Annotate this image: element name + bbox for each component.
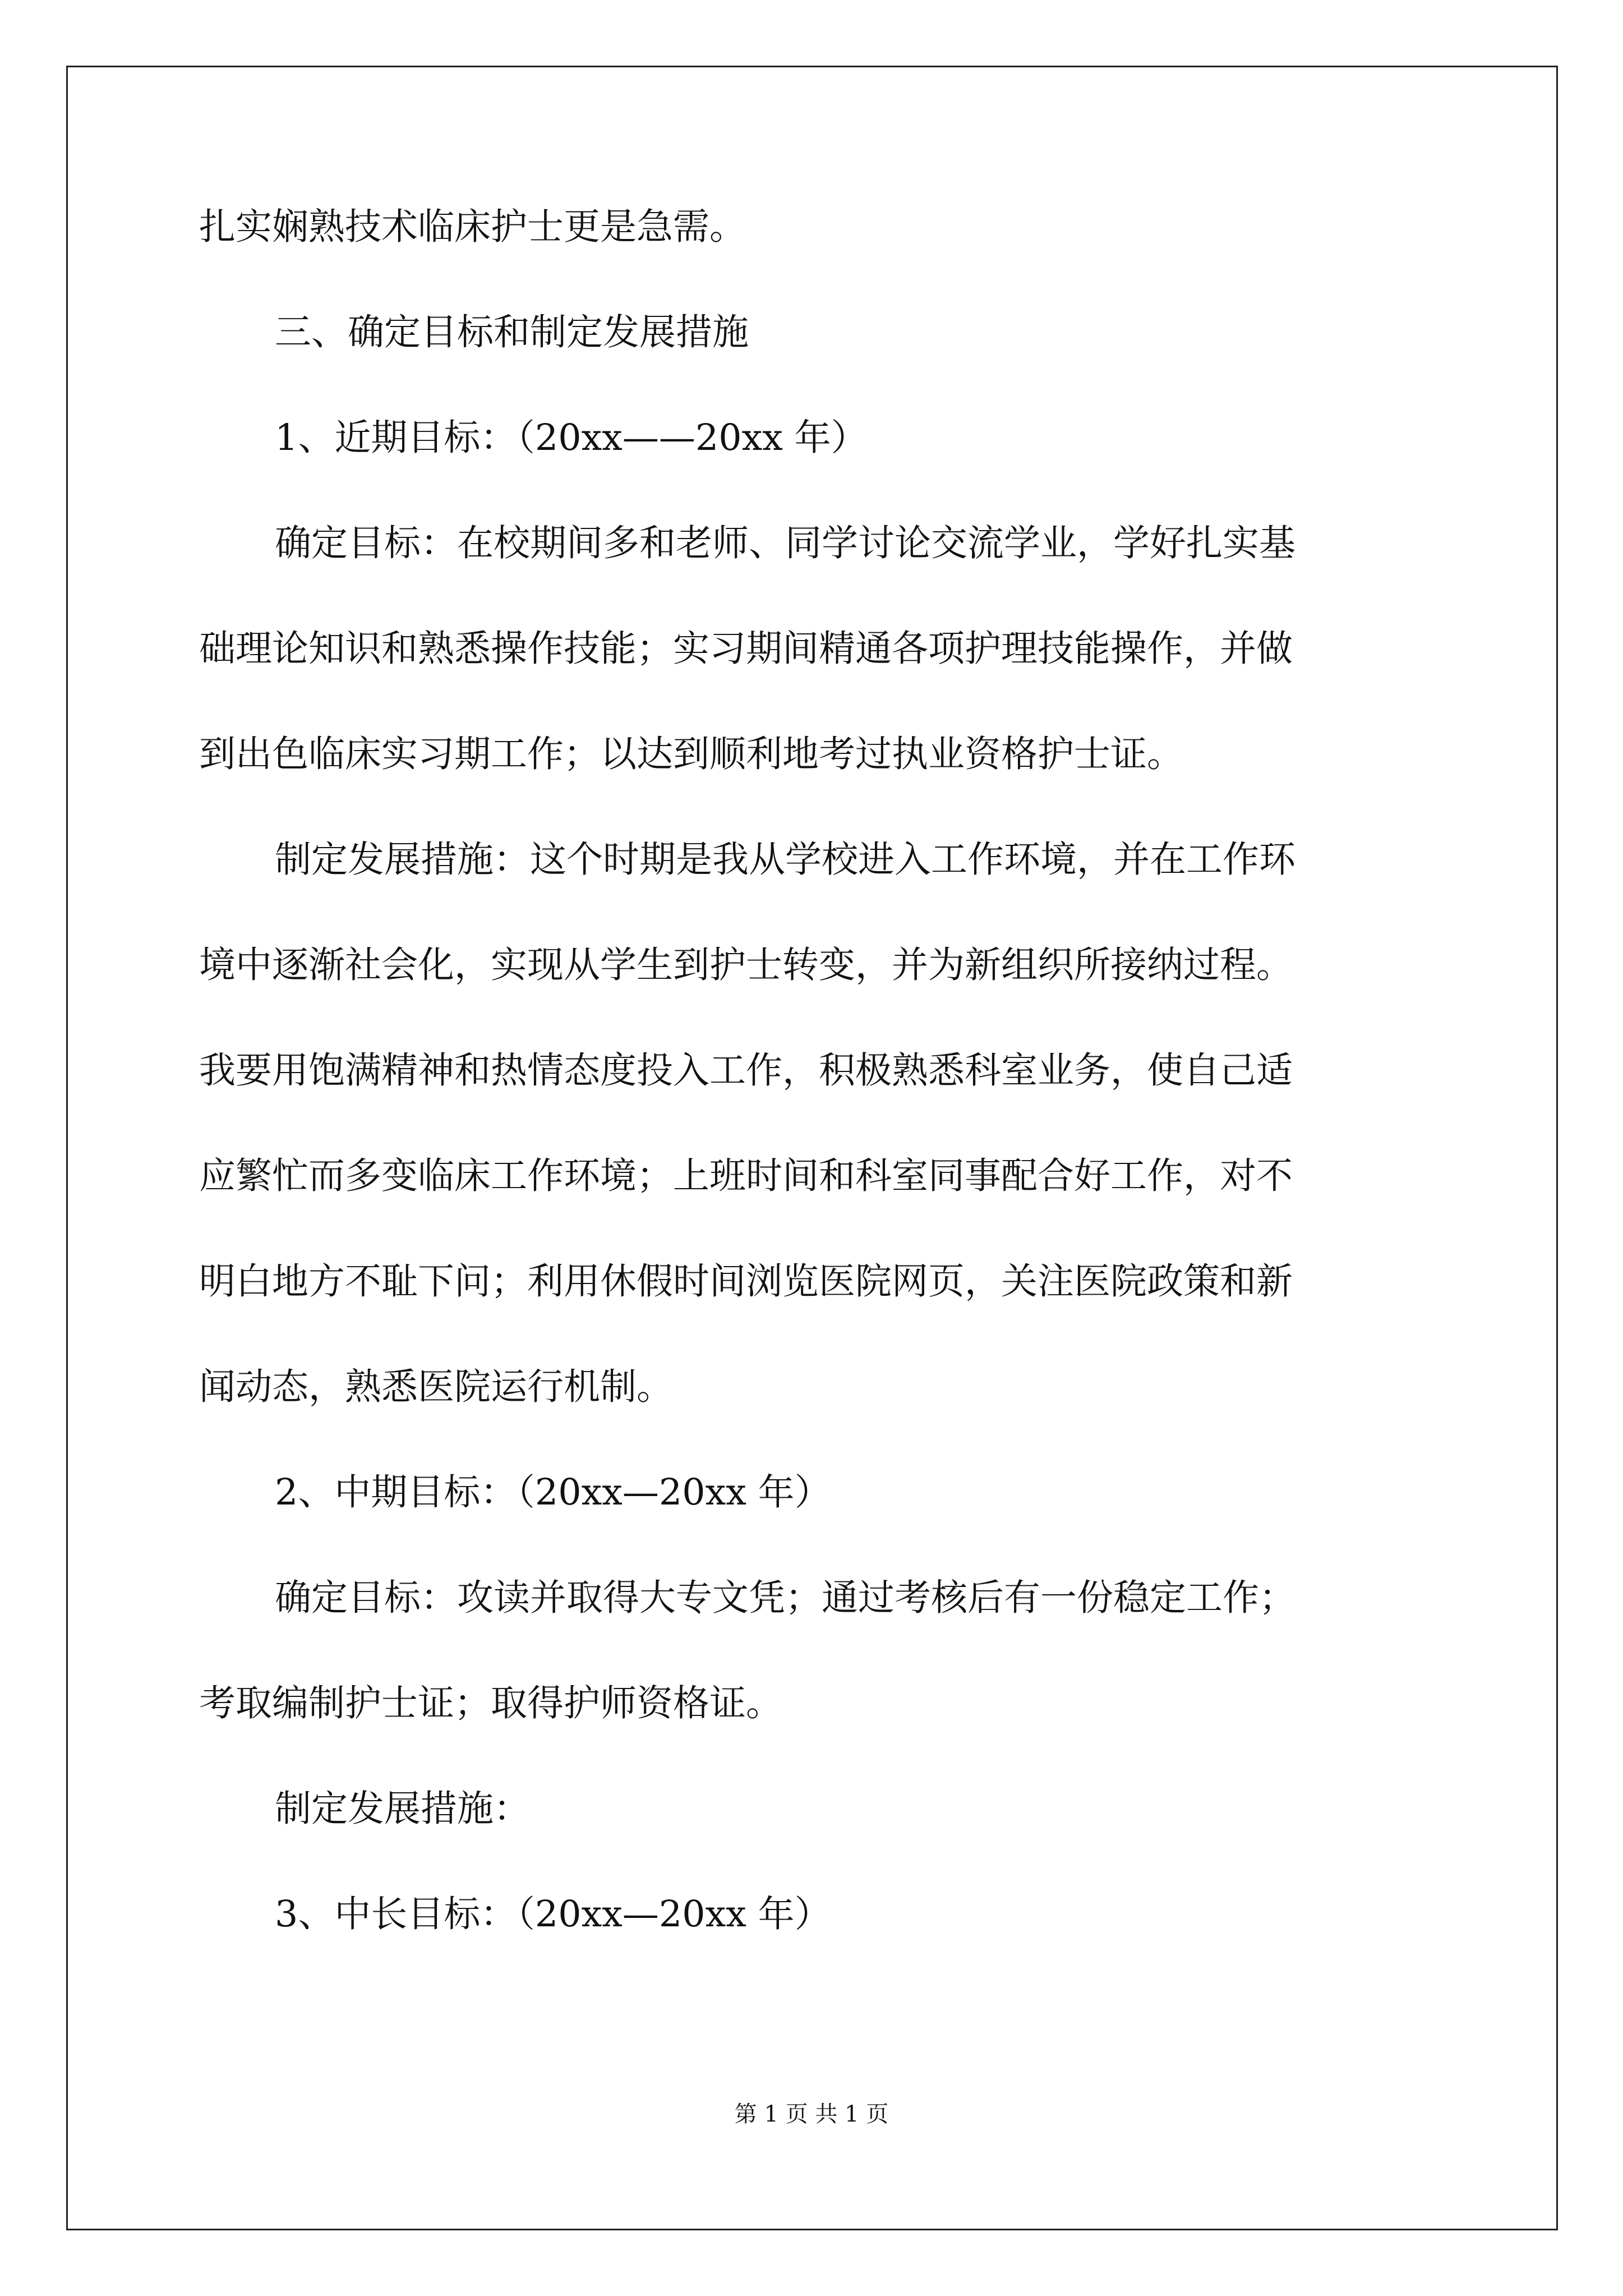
text-line: 明白地方不耻下问；利用休假时间浏览医院网页，关注医院政策和新 xyxy=(199,1260,1293,1303)
text-line: 制定发展措施：这个时期是我从学校进入工作环境，并在工作环 xyxy=(275,839,1296,881)
text-line: 确定目标：攻读并取得大专文凭；通过考核后有一份稳定工作； xyxy=(275,1577,1296,1619)
text-line: 制定发展措施： xyxy=(275,1788,531,1830)
text-line: 闻动态，熟悉医院运行机制。 xyxy=(199,1366,674,1408)
text-line: 我要用饱满精神和热情态度投入工作，积极熟悉科室业务，使自己适 xyxy=(199,1050,1293,1092)
text-line: 扎实娴熟技术临床护士更是急需。 xyxy=(199,206,746,248)
text-line: 确定目标：在校期间多和老师、同学讨论交流学业，学好扎实基 xyxy=(275,522,1296,564)
text-line: 境中逐渐社会化，实现从学生到护士转变，并为新组织所接纳过程。 xyxy=(199,944,1293,986)
page-footer: 第 1 页 共 1 页 xyxy=(734,2101,889,2127)
document-body xyxy=(199,208,1430,2000)
text-line: 础理论知识和熟悉操作技能；实习期间精通各项护理技能操作，并做 xyxy=(199,628,1293,670)
goal-heading-near-term: 1、近期目标：（20xx——20xx 年） xyxy=(275,417,868,459)
text-line: 应繁忙而多变临床工作环境；上班时间和科室同事配合好工作，对不 xyxy=(199,1155,1293,1197)
goal-heading-mid-term: 2、中期目标：（20xx—20xx 年） xyxy=(275,1471,831,1513)
text-line: 到出色临床实习期工作；以达到顺利地考过执业资格护士证。 xyxy=(199,733,1184,775)
goal-heading-mid-long-term: 3、中长目标：（20xx—20xx 年） xyxy=(275,1893,831,1935)
section-heading: 三、确定目标和制定发展措施 xyxy=(275,311,749,353)
text-line: 考取编制护士证；取得护师资格证。 xyxy=(199,1682,783,1724)
